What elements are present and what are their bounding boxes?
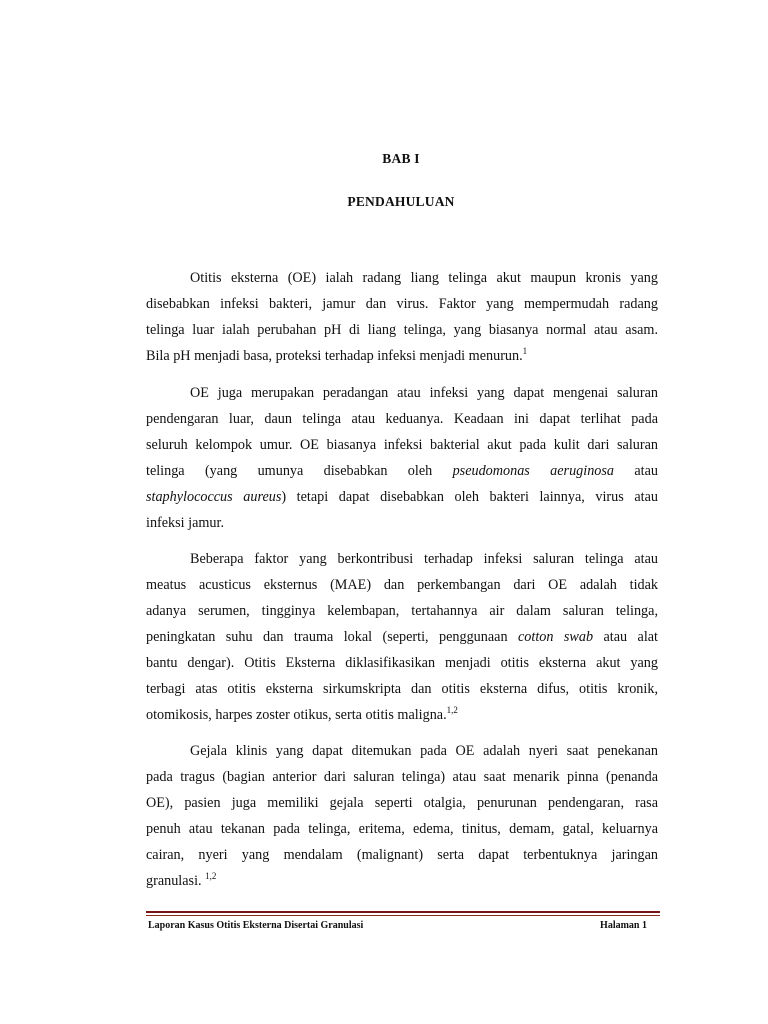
paragraph-line — [146, 458, 658, 484]
paragraph-line: OE juga merupakan peradangan atau infeksi yang dapat mengenai saluran — [190, 385, 658, 401]
paragraph-line: cairan, nyeri yang mendalam (malignant) serta dapat terbentuknya jaringan — [146, 847, 658, 863]
paragraph-line — [146, 343, 658, 369]
paragraph-line — [146, 702, 658, 728]
line-text: telinga (yang umunya disebabkan oleh — [146, 463, 433, 479]
species-name: staphylococcus aureus — [146, 489, 282, 505]
citation-ref: 1,2 — [205, 871, 217, 881]
paragraph-line: Otitis eksterna (OE) ialah radang liang telinga akut maupun kronis yang — [190, 270, 658, 286]
paragraph-line: Beberapa faktor yang berkontribusi terhadap infeksi saluran telinga atau — [190, 551, 658, 567]
line-text: otomikosis, harpes zoster otikus, serta otitis maligna. — [146, 707, 447, 723]
paragraph-1 — [146, 265, 658, 369]
paragraph-2 — [146, 380, 658, 536]
paragraph-line: disebabkan infeksi bakteri, jamur dan virus. Faktor yang mempermudah radang — [146, 296, 658, 312]
footer-divider-thin — [146, 915, 660, 916]
italic-term: cotton swab — [517, 629, 594, 645]
paragraph-line: penuh atau tekanan pada telinga, eritema, edema, tinitus, demam, gatal, keluarnya — [146, 821, 658, 837]
paragraph-line: infeksi jamur. — [146, 515, 225, 531]
paragraph-line — [146, 868, 658, 894]
species-name: pseudomonas aeruginosa — [452, 463, 615, 479]
paragraph-line: telinga luar ialah perubahan pH di liang telinga, yang biasanya normal atau asam. — [146, 322, 658, 338]
line-text: Bila pH menjadi basa, proteksi terhadap infeksi menjadi menurun. — [146, 348, 523, 364]
paragraph-line: pada tragus (bagian anterior dari saluran telinga) atau saat menarik pinna (penanda — [146, 769, 658, 785]
chapter-heading: BAB I — [382, 151, 420, 166]
paragraph-line: seluruh kelompok umur. OE biasanya infeksi bakterial akut pada kulit dari saluran — [146, 437, 658, 453]
paragraph-3 — [146, 546, 658, 728]
paragraph-4 — [146, 738, 658, 894]
paragraph-line: adanya serumen, tingginya kelembapan, tertahannya air dalam saluran telinga, — [146, 603, 658, 619]
paragraph-line — [146, 484, 658, 510]
paragraph-line — [146, 624, 658, 650]
footer-divider-thick — [146, 911, 660, 913]
citation-ref: 1,2 — [446, 705, 458, 715]
paragraph-line: OE), pasien juga memiliki gejala seperti otalgia, penurunan pendengaran, rasa — [146, 795, 658, 811]
page-title: PENDAHULUAN — [347, 194, 455, 209]
footer-report-title: Laporan Kasus Otitis Eksterna Disertai Granulasi — [148, 920, 364, 931]
citation-ref: 1 — [522, 346, 528, 356]
line-text: atau — [634, 463, 658, 479]
line-text: peningkatan suhu dan trauma lokal (seperti, penggunaan — [146, 629, 508, 645]
line-text: granulasi. — [146, 873, 202, 889]
paragraph-line: terbagi atas otitis eksterna sirkumskripta dan otitis eksterna difus, otitis kronik, — [146, 681, 658, 697]
paragraph-line: meatus acusticus eksternus (MAE) dan perkembangan dari OE adalah tidak — [146, 577, 658, 593]
line-text: ) tetapi dapat disebabkan oleh bakteri lainnya, virus atau — [281, 489, 658, 505]
paragraph-line: pendengaran luar, daun telinga atau keduanya. Keadaan ini dapat terlihat pada — [146, 411, 658, 427]
paragraph-line: Gejala klinis yang dapat ditemukan pada OE adalah nyeri saat penekanan — [190, 743, 658, 759]
line-text: atau alat — [603, 629, 658, 645]
paragraph-line: bantu dengar). Otitis Eksterna diklasifikasikan menjadi otitis eksterna akut yang — [146, 655, 658, 671]
footer-page-number: Halaman 1 — [600, 920, 647, 931]
